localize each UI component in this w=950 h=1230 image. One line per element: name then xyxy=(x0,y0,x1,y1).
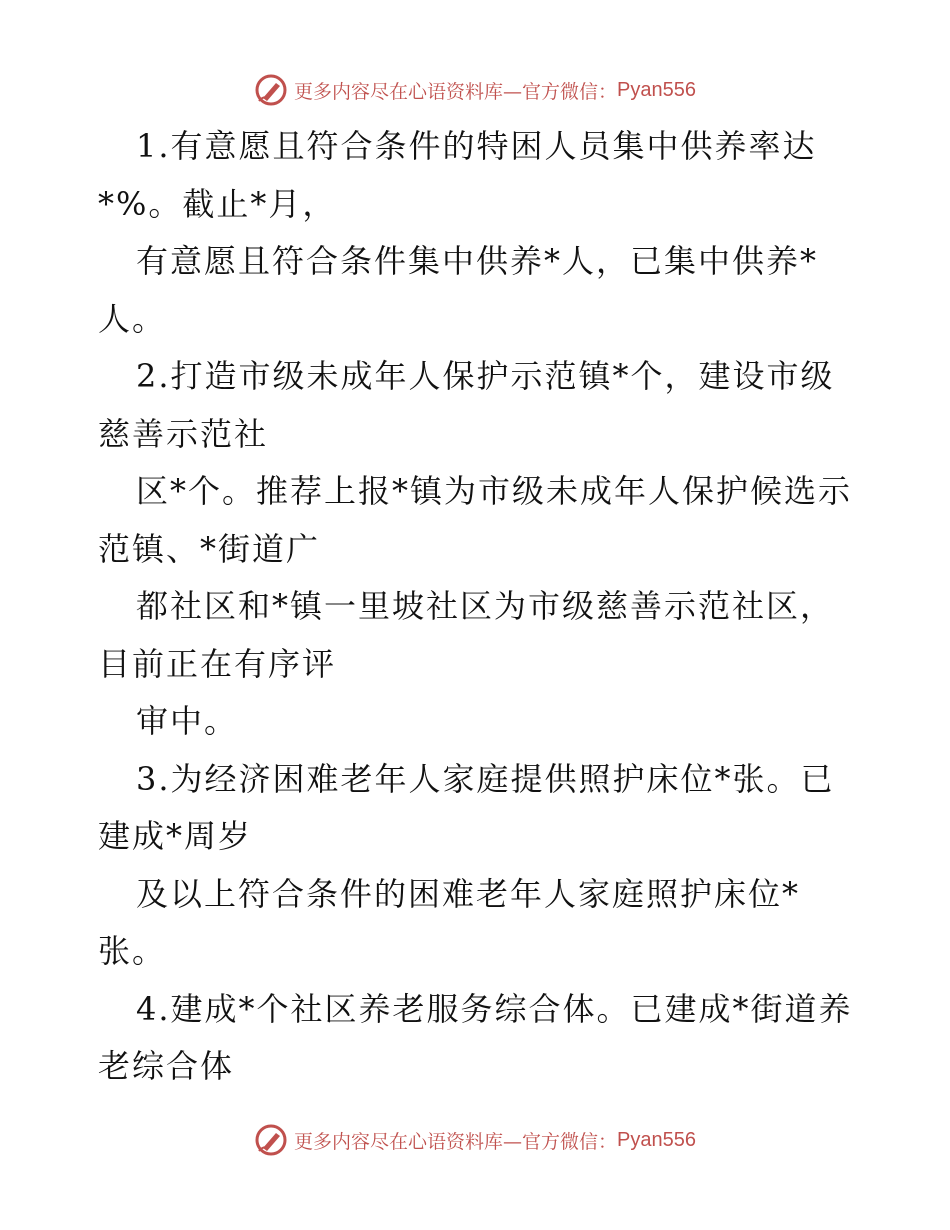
text-line: 老综合体 xyxy=(98,1047,235,1085)
text-line: 张。 xyxy=(98,932,167,970)
text-line: 有意愿且符合条件集中供养*人，已集中供养* xyxy=(136,242,819,280)
text-line: 目前正在有序评 xyxy=(98,644,337,683)
pen-logo-icon xyxy=(254,1123,288,1157)
text-line: 2.打造市级未成年人保护示范镇*个，建设市级 xyxy=(136,357,835,395)
header-wechat-label: 官方微信： xyxy=(522,80,618,103)
document-body xyxy=(98,118,878,1096)
footer-text: 更多内容尽在心语资料库— xyxy=(294,1130,523,1153)
text-line: 建成*周岁 xyxy=(98,817,253,855)
footer-watermark xyxy=(0,1120,950,1160)
text-line: 都社区和*镇一里坡社区为市级慈善示范社区， xyxy=(136,587,835,625)
text-line: *%。截止*月， xyxy=(98,184,337,223)
text-line: 及以上符合条件的困难老年人家庭照护床位* xyxy=(136,874,801,913)
text-line: 区*个。推荐上报*镇为市级未成年人保护候选示 xyxy=(136,472,853,510)
text-line: 人。 xyxy=(98,299,167,338)
text-line: 4.建成*个社区养老服务综合体。已建成*街道养 xyxy=(136,989,853,1028)
text-line: 3.为经济困难老年人家庭提供照护床位*张。已 xyxy=(136,759,835,798)
header-wechat-id: Pyan556 xyxy=(617,78,696,101)
header-text: 更多内容尽在心语资料库— xyxy=(294,80,523,103)
header-watermark xyxy=(0,70,950,110)
footer-wechat-label: 官方微信： xyxy=(522,1130,618,1153)
text-line: 慈善示范社 xyxy=(98,414,269,453)
text-line: 审中。 xyxy=(136,702,239,740)
footer-wechat-id: Pyan556 xyxy=(617,1128,696,1151)
text-line: 范镇、*街道广 xyxy=(98,529,321,568)
text-line: 1.有意愿且符合条件的特困人员集中供养率达 xyxy=(136,127,817,165)
pen-logo-icon xyxy=(254,73,288,107)
